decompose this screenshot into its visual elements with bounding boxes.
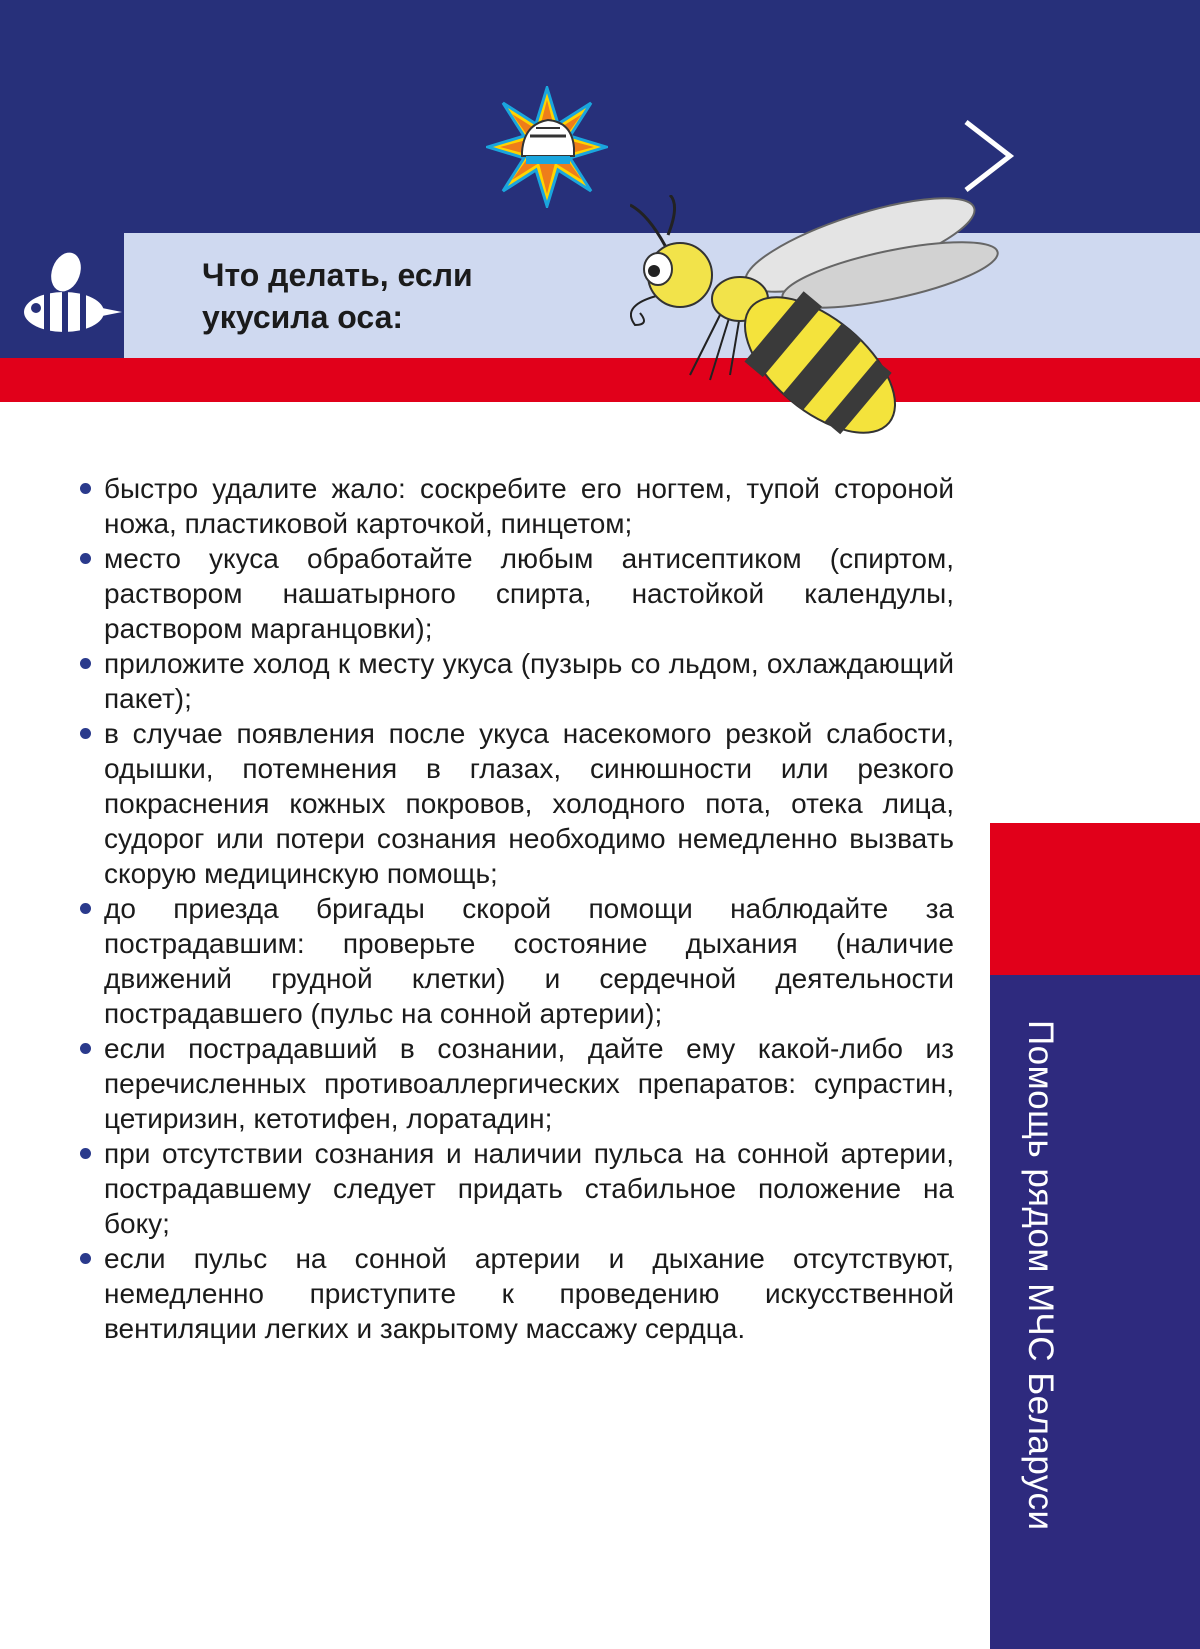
list-item-text: быстро удалите жало: соскребите его ногтем, тупой стороной ножа, пластиковой карточкой, пинцетом; xyxy=(104,473,954,539)
list-item xyxy=(78,646,954,716)
bullet-icon xyxy=(80,1148,91,1159)
wasp-illustration xyxy=(630,195,1030,475)
bullet-icon xyxy=(80,903,91,914)
bullet-icon xyxy=(80,1253,91,1264)
list-item-text: если пульс на сонной артерии и дыхание отсутствуют, немедленно приступите к проведению искусственной вентиляции легких и закрытому массажу сердца. xyxy=(104,1243,954,1344)
sidebar-red-block xyxy=(990,823,1200,975)
list-item xyxy=(78,541,954,646)
bullet-icon xyxy=(80,483,91,494)
list-item xyxy=(78,716,954,891)
list-item-text: до приезда бригады скорой помощи наблюдайте за пострадавшим: проверьте состояние дыхания (наличие движений грудной клетки) и сердечной деятельности пострадавшего (пульс на сонной артерии); xyxy=(104,893,954,1029)
bee-logo-icon xyxy=(14,250,122,338)
list-item xyxy=(78,471,954,541)
list-item xyxy=(78,1136,954,1241)
bullet-icon xyxy=(80,1043,91,1054)
list-item-text: место укуса обработайте любым антисептиком (спиртом, раствором нашатырного спирта, настойкой календулы, раствором марганцовки); xyxy=(104,543,954,644)
list-item xyxy=(78,1031,954,1136)
list-item-text: если пострадавший в сознании, дайте ему какой-либо из перечисленных противоаллергических препаратов: супрастин, цетиризин, кетотифен, лоратадин; xyxy=(104,1033,954,1134)
list-item-text: в случае появления после укуса насекомого резкой слабости, одышки, потемнения в глазах, синюшности или резкого покраснения кожных покровов, холодного пота, отека лица, судорог или потери сознания необходимо немедленно вызвать скорую медицинскую помощь; xyxy=(104,718,954,889)
bullet-icon xyxy=(80,658,91,669)
list-item-text: при отсутствии сознания и наличии пульса на сонной артерии, пострадавшему следует придать стабильное положение на боку; xyxy=(104,1138,954,1239)
bullet-icon xyxy=(80,553,91,564)
page-title: Что делать, если укусила оса: xyxy=(202,257,473,335)
advice-list xyxy=(78,471,954,1346)
sidebar-slogan: Помощь рядом МЧС Беларуси xyxy=(1021,1020,1060,1531)
mchs-emblem-icon xyxy=(486,86,608,208)
list-item xyxy=(78,1241,954,1346)
list-item-text: приложите холод к месту укуса (пузырь со льдом, охлаждающий пакет); xyxy=(104,648,954,714)
list-item xyxy=(78,891,954,1031)
bullet-icon xyxy=(80,728,91,739)
chevron-right-icon[interactable] xyxy=(960,118,1018,194)
